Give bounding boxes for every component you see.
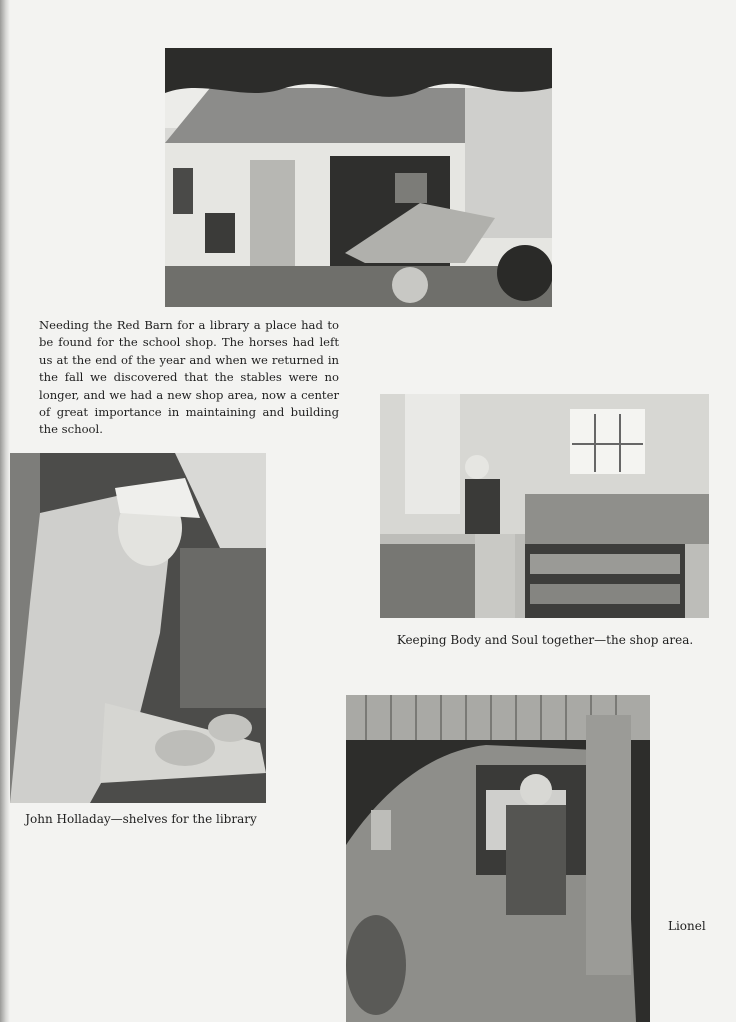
john-holladay-image: [10, 453, 266, 803]
shop-area-image: [380, 394, 709, 618]
lionel-truck-image: [346, 695, 650, 1022]
john-holladay-photo: [10, 453, 266, 803]
lionel-caption: Lionel: [668, 919, 706, 933]
lionel-truck-photo: [346, 695, 650, 1022]
page-binding-edge: [0, 0, 10, 1022]
intro-paragraph: Needing the Red Barn for a library a place had to be found for the school shop. The horses had left us at the end of the year and when we returned in the fall we discovered that the stables were no longer, and we had a new shop area, now a center of great importance in maintaining and building the school.: [39, 318, 339, 437]
red-barn-image: [165, 48, 552, 307]
shop-area-photo: [380, 394, 709, 618]
red-barn-photo: [165, 48, 552, 307]
shop-area-caption: Keeping Body and Soul together—the shop area.: [396, 633, 694, 647]
john-holladay-caption: John Holladay—shelves for the library: [25, 812, 257, 826]
